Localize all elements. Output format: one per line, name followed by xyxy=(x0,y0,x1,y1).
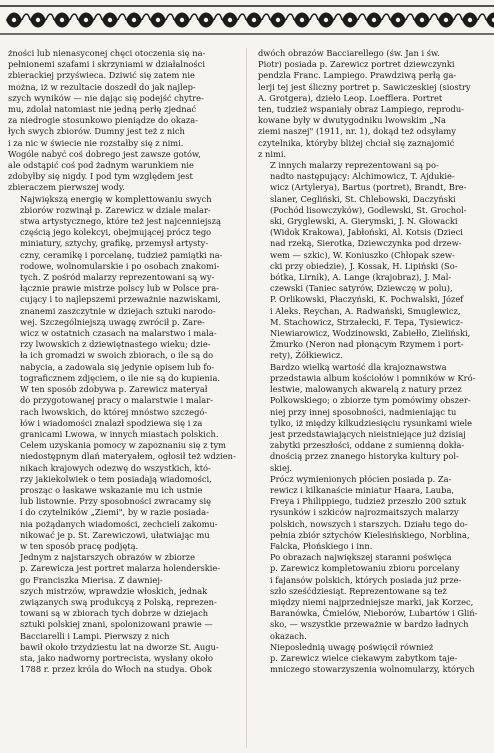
text-line: lestwie, malowanych akwarelą z natury przez xyxy=(270,384,462,395)
ornament-dot xyxy=(348,18,352,22)
text-line: ale odstąpić coś pod żadnym warunkiem nie xyxy=(8,160,194,171)
ornament-dot xyxy=(108,18,112,22)
text-line: kowane były w dwutygodniku lwowskim „Na xyxy=(258,115,446,126)
text-line: nad rzeką, Sierotka, Dziewczynka pod drzew- xyxy=(270,238,462,249)
left-column xyxy=(8,48,236,675)
text-line: wej. Szczególniejszą uwagę zwrócił p. Zare- xyxy=(20,316,205,327)
right-column xyxy=(258,48,486,675)
text-line: czytelnika, któryby bliżej chciał się zaznajomić xyxy=(258,137,455,148)
text-line: bótka, Lirnik), A. Lange (krajobraz), J. Mal- xyxy=(270,272,452,283)
ornament-dot xyxy=(300,18,304,22)
ornament-dot xyxy=(252,18,256,22)
ornament-dot xyxy=(444,18,448,22)
ornament-dot xyxy=(372,18,376,22)
text-line: lerji tej jest śliczny portret p. Sawiczeskiej (siostry xyxy=(258,81,471,92)
text-line: ten, tudzież wspaniały obraz Lampiego, reprodu- xyxy=(258,104,464,115)
text-line: cujący i to najlepszemi przeważnie nazwiskami, xyxy=(20,294,221,305)
text-line: wicz w ostatnich czasach na malarstwo i mala- xyxy=(20,328,217,339)
text-line: go Franciszka Mierisa. Z dawniej- xyxy=(20,574,163,585)
text-line: pełnionemi szafami i skrzyniami w działalności xyxy=(8,59,205,70)
ornament-dot xyxy=(60,18,64,22)
text-line: i do czytelników „Ziemi", by w razie posiada- xyxy=(20,507,209,518)
text-line: do przygotowanej pracy o malarstwie i malar- xyxy=(20,395,214,406)
text-line: p. Zarewicz wielce ciekawym zabytkom taje- xyxy=(270,652,458,663)
text-line: jest przedstawiających nieistniejące już dzisiaj xyxy=(270,428,466,439)
text-line: pendzla Franc. Lampiego. Prawdziwą perłą ga- xyxy=(258,70,457,81)
text-line: łącznie prawie mistrze polscy lub w Polsce pra- xyxy=(20,283,219,294)
text-line: szych mistrzów, wprawdzie włoskich, jednak xyxy=(20,585,208,596)
text-line: stwa artystycznego, które też jest najcenniejszą xyxy=(20,216,221,227)
text-line: Nieposlednią uwagę poświęcił również xyxy=(270,641,434,652)
ornament-dot xyxy=(324,18,328,22)
text-line: w ten sposób pracę podjętą. xyxy=(20,540,139,551)
text-line: rety), Żółkiewicz. xyxy=(270,350,343,361)
text-line: cki przy obiedzie), J. Kossak, H. Lipiński (So- xyxy=(270,260,458,271)
text-line: sztuki polskiej znani, spolonizowani prawie — xyxy=(20,619,213,630)
text-line: nikach krajowych odezwę do wszystkich, któ- xyxy=(20,462,211,473)
text-line: łów i wiadomości znalazł spodziewa się i za xyxy=(20,417,203,428)
ornament-dot xyxy=(84,18,88,22)
text-line: zdobyłby się nigdy. I pod tym względem jest xyxy=(8,171,193,182)
text-line: rodowe, wolnomularskie i po osobach znakomi- xyxy=(20,260,220,271)
text-line: Baranówka, Ćmielów, Nieborów, Lubartów i Gliń- xyxy=(270,608,478,619)
text-line: i Aleks. Reychan, A. Radwański, Smuglewicz, xyxy=(270,305,461,316)
text-line: A. Grotgera), dzieło Leop. Loefflera. Portret xyxy=(258,92,443,103)
text-line: sta, jako nadworny portrecista, wysłany około xyxy=(20,652,213,663)
text-line: Wogóle nabyć coś dobrego jest zawsze gotów, xyxy=(8,148,201,159)
text-line: częścią jego kolekcyi, obejmującej prócz tego xyxy=(20,227,212,238)
text-line: Największą energię w komplettowaniu swych xyxy=(20,193,212,204)
text-line: p. Zarewicz kompletowaniu zbioru porcelany xyxy=(270,563,460,574)
text-line: Piotr) posiada p. Zarewicz portret dziewczynki xyxy=(258,59,455,70)
text-line: tylko, iż między kilkudziesięciu rysunkami wiele xyxy=(270,417,473,428)
paragraph xyxy=(258,552,486,642)
text-line: Prócz wymienionych płócien posiada p. Za- xyxy=(270,473,452,484)
text-line: i fajansów polskich, których posiada już prze- xyxy=(270,574,462,585)
text-line: Bardzo wielką wartość dla krajoznawstwa xyxy=(270,361,447,372)
text-line: rzy lwowskich z dziewiętnastego wieku; dzie- xyxy=(20,339,211,350)
text-line: między niemi najprzedniejsze marki, jak Korzec, xyxy=(270,596,474,607)
text-line: zbierackiej przyświeca. Dziwić się zatem nie xyxy=(8,70,195,81)
text-line: prosząc o łaskawe wskazanie mu ich ustnie xyxy=(20,484,203,495)
text-line: skiej. xyxy=(270,462,293,473)
ornament-dot xyxy=(180,18,184,22)
text-line: nikować je p. St. Zarewiczowi, ułatwiając mu xyxy=(20,529,210,540)
text-line: towani są w zbiorach tych dobrze w dziejach xyxy=(20,608,209,619)
text-line: ski, Gryglewski, A. Gierymski, J. N. Głowacki xyxy=(270,216,458,227)
text-line: zbieraczem pierwszej wody. xyxy=(8,182,125,193)
text-line: Po obrazach największej staranni poświęca xyxy=(270,552,452,563)
ornament-dot xyxy=(204,18,208,22)
ornament-dot xyxy=(420,18,424,22)
text-line: czny, ceramikę i porcelanę, tudzież pamiątki na- xyxy=(20,249,223,260)
ornament-dot xyxy=(156,18,160,22)
text-line: wicz (Artylerya), Bartus (portret), Brandt, Bre- xyxy=(270,182,467,193)
text-line: Niewiarowicz, Wodzinowski, Zabiełło, Zieliński, xyxy=(270,328,471,339)
text-line: szych wyników — nie dając się podejść chytre- xyxy=(8,92,204,103)
floral-ornament-icon xyxy=(0,0,494,40)
text-line: zabytki przeszłości, oddane z sumienną dokła- xyxy=(270,440,465,451)
text-line: z nimi. xyxy=(258,148,287,159)
text-line: znanemi zaszczytnie w dziejach sztuki narodo- xyxy=(20,305,216,316)
paragraph xyxy=(8,48,236,194)
text-line: Polkowskiego; o zbiorze tym pomówimy obszer- xyxy=(270,395,471,406)
text-line: dwóch obrazów Bacciarellego (św. Jan i św. xyxy=(258,48,440,58)
text-line: polskich, nowszych i starszych. Działu tego do- xyxy=(270,518,468,529)
text-line: niej przy innej sposobności, nadmieniając tu xyxy=(270,406,457,417)
text-line: Falcka, Płońskiego i inn. xyxy=(270,540,373,551)
text-line: i za nic w świecie nie rozstałby się z nimi. xyxy=(8,137,184,148)
text-line: rach lwowskich, do której mnóstwo szczegó- xyxy=(20,406,208,417)
text-line: rewicz i kilkanaście miniatur Haara, Lauba, xyxy=(270,484,455,495)
text-line: Freya i Philippiego, tudzież przeszło 200 sztuk xyxy=(270,496,467,507)
text-line: (Widok Krakowa), Jabłoński, Al. Kotsis (Dzieci xyxy=(270,227,463,238)
paragraph xyxy=(258,474,486,552)
text-line: bawił około trzydziestu lat na dworze St. Augu- xyxy=(20,641,219,652)
text-line: przedstawia album kościołów i pomników w Kró- xyxy=(270,372,476,383)
text-line: szło sześćdziesiąt. Reprezentowane są też xyxy=(270,585,447,596)
text-line: niedostępnym dlań materyałem, ogłosił też wdzien- xyxy=(20,451,236,462)
ornament-dot xyxy=(228,18,232,22)
text-line: W ten sposób zdobywa p. Zarewicz materyał xyxy=(20,384,208,395)
paragraph xyxy=(258,362,486,474)
text-line: sko, — wszystkie przeważnie w bardzo ładnych xyxy=(270,619,469,630)
paragraph xyxy=(8,552,236,675)
text-line: P. Orlikowski, Płaczyński, K. Pochwalski, Józef xyxy=(270,294,464,305)
text-line: za niedrogie stosunkowo pieniądze do okaza- xyxy=(8,115,199,126)
text-line: nabycia, a zadowala się jedynie opisem lub fo- xyxy=(20,361,215,372)
text-line: M. Stachowicz, Strzałecki, F. Tepa, Tysiewicz- xyxy=(270,316,463,327)
text-line: ła ich gromadzi w swoich zbiorach, o ile są do xyxy=(20,350,214,361)
ornament-dot xyxy=(396,18,400,22)
text-line: granicami Lwowa, w innych miastach polskich. xyxy=(20,428,219,439)
text-line: zbiorów rozwinął p. Zarewicz w dziale malar- xyxy=(20,204,211,215)
paragraph xyxy=(258,160,486,362)
text-line: okazach. xyxy=(270,630,307,641)
text-line: Z innych malarzy reprezentowani są po- xyxy=(270,160,439,171)
text-line: slaner, Cegliński, St. Chlebowski, Daczyński xyxy=(270,193,456,204)
paragraph xyxy=(8,194,236,553)
text-line: Celem uzyskania pomocy w zapoznaniu się z tym xyxy=(20,440,227,451)
text-line: rzy jakiekolwiek o tem posiadają wiadomości, xyxy=(20,473,212,484)
ornament-dot xyxy=(468,18,472,22)
text-line: mniczego stowarzyszenia wolnomularzy, których xyxy=(270,664,475,675)
text-line: związanych swą produkcyą z Polską, reprezen- xyxy=(20,596,217,607)
text-line: ziemi naszej" (1911, nr. 1), dokąd też odsyłamy xyxy=(258,126,456,137)
ornament-dot xyxy=(12,18,16,22)
ornament-dot xyxy=(36,18,40,22)
text-line: rysunków i szkiców najrozmaitszych malarzy xyxy=(270,507,459,518)
text-line: Jednym z najstarszych obrazów w zbiorze xyxy=(20,552,196,563)
paragraph xyxy=(258,642,486,676)
text-line: wem — szkic), W. Koniuszko (Chłopak szew- xyxy=(270,249,455,260)
text-line: p. Zarewicza jest portret malarza holenderskie- xyxy=(20,563,221,574)
text-line: nia pożądanych wiadomości, zechcieli zakomu- xyxy=(20,518,218,529)
text-line: mu, zdolał natomiast nie jedną perłę zjednać xyxy=(8,104,197,115)
ornament-dot xyxy=(276,18,280,22)
text-line: lub listownie. Przy sposobności zwracamy się xyxy=(20,496,212,507)
text-line: Żmurko (Neron nad płonącym Rzymem i port- xyxy=(270,339,464,350)
text-line: tograficznem zdjęciem, o ile nie są do kupienia. xyxy=(20,372,221,383)
text-line: miniatury, sztychy, grafikę, przemysł artysty- xyxy=(20,238,209,249)
text-line: tych. Z pośród malarzy reprezentowani są wy- xyxy=(20,272,215,283)
ornament-dot xyxy=(132,18,136,22)
text-line: można, iż w rezultacie doszedł do jak najlep- xyxy=(8,81,196,92)
text-line: czewski (Taniec satyrów, Dziewczę w polu), xyxy=(270,283,453,294)
text-line: pełnia zbiór sztychów Kielesińskiego, Norblina, xyxy=(270,529,470,540)
text-line: (Pochód lisowczyków), Godlewski, St. Grochol- xyxy=(270,204,467,215)
text-line: 1788 r. przez króla do Włoch na studya. Obok xyxy=(20,664,212,675)
text-line: łych swych zbiorów. Dumny jest też z nich xyxy=(8,126,185,137)
text-line: dnością przez znanego historyka kultury pol- xyxy=(270,451,459,462)
paragraph xyxy=(258,48,486,160)
text-line: Bacciarelli i Lampi. Pierwszy z nich xyxy=(20,630,170,641)
text-line: żności lub nienasyconej chęci otoczenia się na- xyxy=(8,48,206,58)
text-line: nadto następujący: Alchimowicz, T. Ajdukie- xyxy=(270,171,455,182)
column-divider xyxy=(246,48,247,748)
